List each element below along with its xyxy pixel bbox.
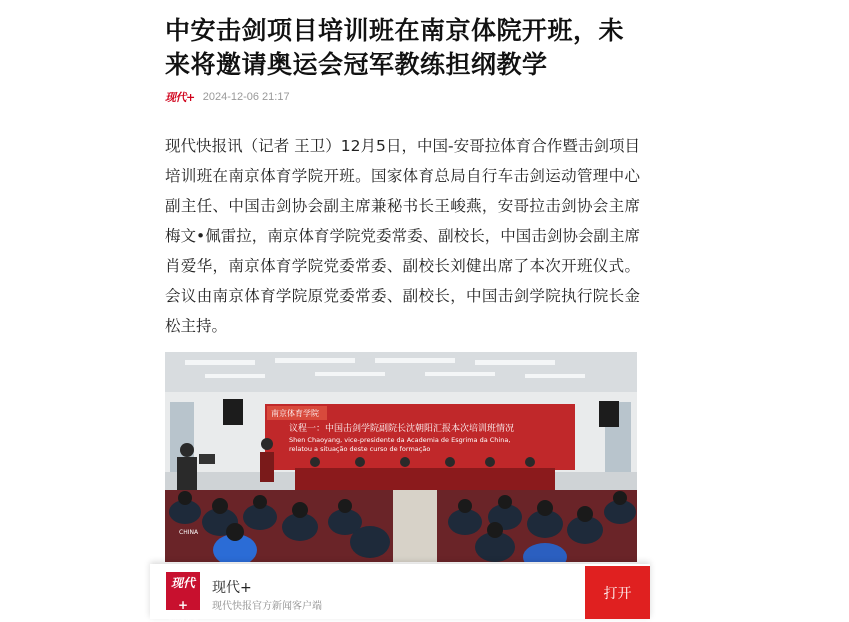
app-logo-sub: 现代快报 客户端 bbox=[168, 616, 198, 621]
school-logo-text: 南京体育学院 bbox=[271, 409, 319, 418]
app-logo bbox=[166, 572, 200, 621]
shirt-text: CHINA bbox=[179, 529, 199, 536]
open-app-button[interactable]: 打开 bbox=[585, 566, 650, 619]
source-logo[interactable]: 现代+ bbox=[165, 91, 195, 104]
banner-cn-text: 议程一：中国击剑学院副院长沈朝阳汇报本次培训班情况 bbox=[289, 424, 515, 434]
app-download-bar[interactable] bbox=[150, 564, 650, 619]
article-title: 中安击剑项目培训班在南京体院开班，未来将邀请奥运会冠军教练担纲教学 bbox=[165, 16, 625, 79]
article-meta bbox=[165, 90, 290, 104]
app-description: 现代快报官方新闻客户端 bbox=[212, 601, 322, 612]
app-logo-mark: 现代+ bbox=[170, 576, 195, 612]
banner-pt-line2: relatou a situação deste curso de formação bbox=[289, 445, 431, 453]
app-name: 现代+ bbox=[212, 580, 252, 596]
conference-photo-illustration bbox=[165, 352, 637, 562]
publish-date: 2024-12-06 21:17 bbox=[202, 91, 290, 103]
article-photo[interactable] bbox=[165, 352, 637, 562]
banner-pt-line1: Shen Chaoyang, vice-presidente da Academia de Esgrima da China, bbox=[289, 436, 511, 444]
article-body: 现代快报讯（记者 王卫）12月5日，中国-安哥拉体育合作暨击剑项目培训班在南京体育学院开班。国家体育总局自行车击剑运动管理中心副主任、中国击剑协会副主席兼秘书长王峻燕，安哥拉击剑协会主席梅文•佩雷拉，南京体育学院党委常委、副校长，中国击剑协会副主席肖爱华，南京体育学院党委常委、副校长刘健出席了本次开班仪式。会议由南京体育学院原党委常委、副校长，中国击剑学院执行院长金松主持。 bbox=[165, 137, 640, 335]
